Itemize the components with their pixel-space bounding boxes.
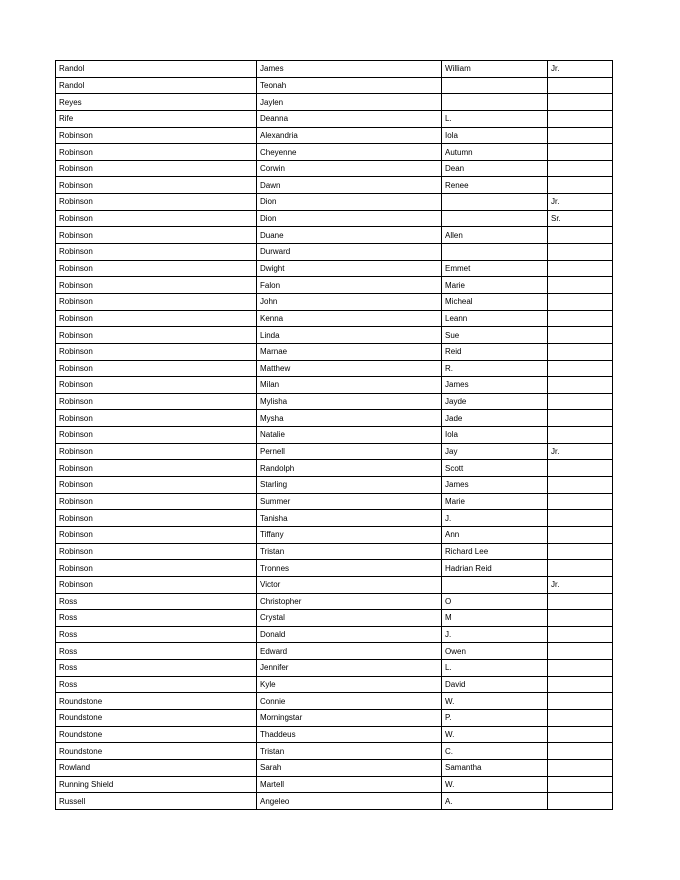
table-row (56, 610, 613, 627)
last-name-cell: Robinson (56, 260, 257, 277)
first-name-cell: Tristan (257, 543, 442, 560)
middle-name-cell: Allen (442, 227, 548, 244)
suffix-cell (548, 743, 613, 760)
table-row (56, 793, 613, 810)
suffix-cell (548, 510, 613, 527)
last-name-cell: Robinson (56, 510, 257, 527)
last-name-cell: Roundstone (56, 709, 257, 726)
last-name-cell: Ross (56, 643, 257, 660)
first-name-cell: Deanna (257, 110, 442, 127)
last-name-cell: Ross (56, 593, 257, 610)
table-row (56, 776, 613, 793)
first-name-cell: Thaddeus (257, 726, 442, 743)
first-name-cell: Sarah (257, 759, 442, 776)
suffix-cell (548, 310, 613, 327)
first-name-cell: Milan (257, 377, 442, 394)
middle-name-cell: Jay (442, 443, 548, 460)
suffix-cell: Sr. (548, 210, 613, 227)
last-name-cell: Robinson (56, 526, 257, 543)
table-row (56, 227, 613, 244)
last-name-cell: Robinson (56, 194, 257, 211)
last-name-cell: Robinson (56, 310, 257, 327)
suffix-cell (548, 327, 613, 344)
names-table (55, 60, 613, 810)
first-name-cell: Martell (257, 776, 442, 793)
last-name-cell: Robinson (56, 160, 257, 177)
first-name-cell: Kenna (257, 310, 442, 327)
table-row (56, 576, 613, 593)
suffix-cell (548, 343, 613, 360)
middle-name-cell: W. (442, 726, 548, 743)
middle-name-cell: Reid (442, 343, 548, 360)
middle-name-cell (442, 94, 548, 111)
first-name-cell: Kyle (257, 676, 442, 693)
table-row (56, 110, 613, 127)
suffix-cell (548, 693, 613, 710)
first-name-cell: Tristan (257, 743, 442, 760)
suffix-cell (548, 410, 613, 427)
last-name-cell: Randol (56, 77, 257, 94)
last-name-cell: Reyes (56, 94, 257, 111)
suffix-cell (548, 643, 613, 660)
first-name-cell: Cheyenne (257, 144, 442, 161)
suffix-cell (548, 77, 613, 94)
first-name-cell: Tiffany (257, 526, 442, 543)
table-row (56, 210, 613, 227)
suffix-cell (548, 460, 613, 477)
last-name-cell: Robinson (56, 127, 257, 144)
suffix-cell: Jr. (548, 194, 613, 211)
suffix-cell (548, 610, 613, 627)
last-name-cell: Robinson (56, 277, 257, 294)
suffix-cell (548, 144, 613, 161)
middle-name-cell: M (442, 610, 548, 627)
table-row (56, 360, 613, 377)
first-name-cell: Starling (257, 477, 442, 494)
first-name-cell: Christopher (257, 593, 442, 610)
suffix-cell (548, 560, 613, 577)
first-name-cell: Matthew (257, 360, 442, 377)
first-name-cell: Duane (257, 227, 442, 244)
first-name-cell: John (257, 293, 442, 310)
table-row (56, 759, 613, 776)
first-name-cell: Jaylen (257, 94, 442, 111)
last-name-cell: Ross (56, 660, 257, 677)
middle-name-cell: Iola (442, 427, 548, 444)
middle-name-cell: Leann (442, 310, 548, 327)
last-name-cell: Rowland (56, 759, 257, 776)
first-name-cell: Corwin (257, 160, 442, 177)
suffix-cell (548, 477, 613, 494)
last-name-cell: Rife (56, 110, 257, 127)
first-name-cell: Tronnes (257, 560, 442, 577)
middle-name-cell: J. (442, 626, 548, 643)
middle-name-cell: Jayde (442, 393, 548, 410)
suffix-cell (548, 427, 613, 444)
suffix-cell (548, 493, 613, 510)
suffix-cell (548, 244, 613, 261)
middle-name-cell: J. (442, 510, 548, 527)
suffix-cell (548, 360, 613, 377)
suffix-cell: Jr. (548, 61, 613, 78)
suffix-cell (548, 94, 613, 111)
table-row (56, 61, 613, 78)
middle-name-cell: Scott (442, 460, 548, 477)
table-row (56, 493, 613, 510)
table-row (56, 343, 613, 360)
suffix-cell (548, 543, 613, 560)
table-row (56, 709, 613, 726)
middle-name-cell: O (442, 593, 548, 610)
last-name-cell: Randol (56, 61, 257, 78)
middle-name-cell (442, 194, 548, 211)
suffix-cell (548, 160, 613, 177)
table-row (56, 94, 613, 111)
first-name-cell: Natalie (257, 427, 442, 444)
first-name-cell: Connie (257, 693, 442, 710)
last-name-cell: Robinson (56, 410, 257, 427)
first-name-cell: Durward (257, 244, 442, 261)
middle-name-cell (442, 77, 548, 94)
middle-name-cell: Samantha (442, 759, 548, 776)
suffix-cell (548, 709, 613, 726)
suffix-cell (548, 676, 613, 693)
last-name-cell: Ross (56, 626, 257, 643)
suffix-cell (548, 793, 613, 810)
suffix-cell: Jr. (548, 443, 613, 460)
table-row (56, 693, 613, 710)
suffix-cell (548, 127, 613, 144)
table-row (56, 526, 613, 543)
middle-name-cell: P. (442, 709, 548, 726)
suffix-cell (548, 227, 613, 244)
middle-name-cell (442, 210, 548, 227)
last-name-cell: Robinson (56, 443, 257, 460)
last-name-cell: Robinson (56, 343, 257, 360)
first-name-cell: Randolph (257, 460, 442, 477)
table-row (56, 427, 613, 444)
first-name-cell: Dion (257, 194, 442, 211)
table-row (56, 194, 613, 211)
first-name-cell: Mylisha (257, 393, 442, 410)
first-name-cell: Marnae (257, 343, 442, 360)
middle-name-cell: Owen (442, 643, 548, 660)
suffix-cell (548, 393, 613, 410)
table-row (56, 726, 613, 743)
middle-name-cell: R. (442, 360, 548, 377)
table-row (56, 377, 613, 394)
last-name-cell: Robinson (56, 327, 257, 344)
middle-name-cell: L. (442, 660, 548, 677)
suffix-cell (548, 110, 613, 127)
middle-name-cell: William (442, 61, 548, 78)
table-row (56, 293, 613, 310)
last-name-cell: Roundstone (56, 693, 257, 710)
last-name-cell: Running Shield (56, 776, 257, 793)
suffix-cell (548, 759, 613, 776)
table-row (56, 410, 613, 427)
first-name-cell: Dawn (257, 177, 442, 194)
table-row (56, 643, 613, 660)
suffix-cell (548, 526, 613, 543)
table-row (56, 477, 613, 494)
table-row (56, 676, 613, 693)
last-name-cell: Robinson (56, 293, 257, 310)
last-name-cell: Robinson (56, 377, 257, 394)
middle-name-cell: W. (442, 693, 548, 710)
suffix-cell (548, 377, 613, 394)
last-name-cell: Ross (56, 676, 257, 693)
last-name-cell: Robinson (56, 177, 257, 194)
middle-name-cell: W. (442, 776, 548, 793)
last-name-cell: Robinson (56, 560, 257, 577)
last-name-cell: Robinson (56, 460, 257, 477)
table-row (56, 127, 613, 144)
last-name-cell: Robinson (56, 427, 257, 444)
first-name-cell: Dwight (257, 260, 442, 277)
table-row (56, 660, 613, 677)
table-row (56, 310, 613, 327)
first-name-cell: Jennifer (257, 660, 442, 677)
table-row (56, 177, 613, 194)
table-row (56, 277, 613, 294)
last-name-cell: Russell (56, 793, 257, 810)
middle-name-cell: James (442, 377, 548, 394)
middle-name-cell: James (442, 477, 548, 494)
middle-name-cell: David (442, 676, 548, 693)
first-name-cell: Tanisha (257, 510, 442, 527)
last-name-cell: Ross (56, 610, 257, 627)
middle-name-cell: Autumn (442, 144, 548, 161)
first-name-cell: Mysha (257, 410, 442, 427)
middle-name-cell: L. (442, 110, 548, 127)
last-name-cell: Robinson (56, 393, 257, 410)
table-row (56, 560, 613, 577)
table-row (56, 160, 613, 177)
first-name-cell: Linda (257, 327, 442, 344)
table-row (56, 626, 613, 643)
middle-name-cell: Marie (442, 277, 548, 294)
last-name-cell: Roundstone (56, 743, 257, 760)
table-row (56, 510, 613, 527)
middle-name-cell: Hadrian Reid (442, 560, 548, 577)
middle-name-cell: Micheal (442, 293, 548, 310)
first-name-cell: Alexandria (257, 127, 442, 144)
table-row (56, 743, 613, 760)
last-name-cell: Robinson (56, 493, 257, 510)
first-name-cell: James (257, 61, 442, 78)
table-row (56, 393, 613, 410)
suffix-cell: Jr. (548, 576, 613, 593)
last-name-cell: Robinson (56, 210, 257, 227)
first-name-cell: Summer (257, 493, 442, 510)
first-name-cell: Crystal (257, 610, 442, 627)
table-row (56, 260, 613, 277)
middle-name-cell (442, 244, 548, 261)
suffix-cell (548, 593, 613, 610)
table-row (56, 543, 613, 560)
table-row (56, 77, 613, 94)
table-row (56, 144, 613, 161)
suffix-cell (548, 260, 613, 277)
table-row (56, 443, 613, 460)
first-name-cell: Falon (257, 277, 442, 294)
last-name-cell: Robinson (56, 360, 257, 377)
last-name-cell: Robinson (56, 576, 257, 593)
first-name-cell: Angeleo (257, 793, 442, 810)
suffix-cell (548, 726, 613, 743)
middle-name-cell: Dean (442, 160, 548, 177)
last-name-cell: Robinson (56, 477, 257, 494)
table-row (56, 460, 613, 477)
first-name-cell: Dion (257, 210, 442, 227)
first-name-cell: Edward (257, 643, 442, 660)
last-name-cell: Robinson (56, 144, 257, 161)
suffix-cell (548, 293, 613, 310)
middle-name-cell: Iola (442, 127, 548, 144)
middle-name-cell: C. (442, 743, 548, 760)
suffix-cell (548, 177, 613, 194)
first-name-cell: Morningstar (257, 709, 442, 726)
table-row (56, 327, 613, 344)
first-name-cell: Pernell (257, 443, 442, 460)
middle-name-cell (442, 576, 548, 593)
middle-name-cell: Jade (442, 410, 548, 427)
suffix-cell (548, 776, 613, 793)
last-name-cell: Robinson (56, 543, 257, 560)
names-table-body (56, 61, 613, 810)
middle-name-cell: Richard Lee (442, 543, 548, 560)
suffix-cell (548, 660, 613, 677)
table-row (56, 244, 613, 261)
table-row (56, 593, 613, 610)
first-name-cell: Teonah (257, 77, 442, 94)
suffix-cell (548, 277, 613, 294)
middle-name-cell: Sue (442, 327, 548, 344)
suffix-cell (548, 626, 613, 643)
middle-name-cell: Emmet (442, 260, 548, 277)
first-name-cell: Victor (257, 576, 442, 593)
last-name-cell: Robinson (56, 244, 257, 261)
middle-name-cell: A. (442, 793, 548, 810)
middle-name-cell: Renee (442, 177, 548, 194)
first-name-cell: Donald (257, 626, 442, 643)
last-name-cell: Roundstone (56, 726, 257, 743)
last-name-cell: Robinson (56, 227, 257, 244)
middle-name-cell: Ann (442, 526, 548, 543)
middle-name-cell: Marie (442, 493, 548, 510)
